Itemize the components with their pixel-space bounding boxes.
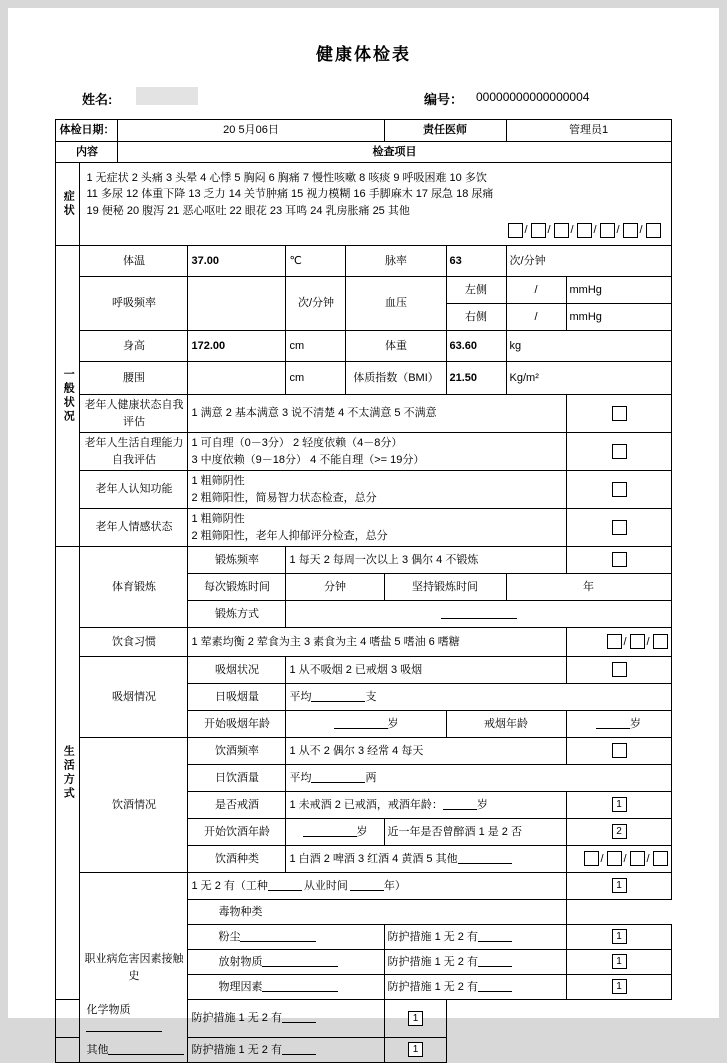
waist-label: 腰围	[80, 362, 188, 395]
occupation-other-name: 其他	[56, 1038, 188, 1063]
drunk-label: 近一年是否曾醉酒 1 是 2 否	[384, 819, 566, 846]
occupation-physical-box-cell	[566, 975, 671, 1000]
smoke-status-row	[56, 657, 671, 684]
drink-amount-label: 日饮酒量	[188, 765, 286, 792]
emotion-box-cell	[566, 509, 671, 547]
diet-box-2[interactable]	[630, 634, 645, 649]
drink-quit-box[interactable]: 1	[612, 797, 627, 812]
resp-label: 呼吸频率	[80, 277, 188, 331]
smoke-start-label: 开始吸烟年龄	[188, 711, 286, 738]
drink-kind-box-4[interactable]	[653, 851, 668, 866]
health-exam-form	[55, 119, 671, 1063]
section-head-row	[56, 141, 671, 163]
drunk-box[interactable]: 2	[612, 824, 627, 839]
pulse-unit: 次/分钟	[506, 246, 671, 277]
adl-box[interactable]	[612, 444, 627, 459]
temp-pulse-row	[56, 246, 671, 277]
occupation-radiation-protect: 防护措施 1 无 2 有	[384, 950, 566, 975]
occupation-box[interactable]: 1	[612, 878, 627, 893]
cognition-options	[188, 471, 566, 509]
occupation-box-cell	[566, 873, 671, 900]
drink-kind-checkbox-group: / / /	[566, 846, 671, 873]
symptom-box-2[interactable]	[531, 223, 546, 238]
weight-value[interactable]: 63.60	[446, 331, 506, 362]
diet-box-1[interactable]	[607, 634, 622, 649]
occupation-other-protect: 防护措施 1 无 2 有	[188, 1038, 384, 1063]
weight-label: 体重	[346, 331, 446, 362]
exam-date-label: 体检日期：	[56, 120, 118, 142]
drink-start-value[interactable]: 岁	[286, 819, 384, 846]
smoke-quit-label: 戒烟年龄	[446, 711, 566, 738]
drink-quit-options: 1 未戒酒 2 已戒酒，戒酒年龄： 岁	[286, 792, 566, 819]
occupation-chemical-name: 化学物质	[56, 1000, 188, 1038]
symptom-box-6[interactable]	[623, 223, 638, 238]
form-page	[8, 8, 719, 1056]
exam-date-row	[56, 120, 671, 142]
occupation-physical-name: 物理因素	[188, 975, 384, 1000]
doctor-value: 管理员1	[506, 120, 671, 142]
occupation-radiation-box-cell	[566, 950, 671, 975]
health-self-row	[56, 395, 671, 433]
occupation-dust-box[interactable]: 1	[612, 929, 627, 944]
occupation-row-chemical	[56, 1000, 671, 1038]
smoke-label: 吸烟情况	[80, 657, 188, 738]
occupation-head-row	[56, 873, 671, 900]
cognition-box-cell	[566, 471, 671, 509]
symptom-box-4[interactable]	[577, 223, 592, 238]
drink-freq-row	[56, 738, 671, 765]
exercise-freq-row	[56, 547, 671, 574]
occupation-radiation-box[interactable]: 1	[612, 954, 627, 969]
smoke-start-value[interactable]: 岁	[286, 711, 446, 738]
waist-value[interactable]	[188, 362, 286, 395]
cognition-option-line-2: 2 粗筛阳性，简易智力状态检查，总分	[191, 491, 377, 504]
adl-options	[188, 433, 566, 471]
drink-freq-box-cell	[566, 738, 671, 765]
temp-value[interactable]: 37.00	[188, 246, 286, 277]
smoke-status-box[interactable]	[612, 662, 627, 677]
drink-kind-options: 1 白酒 2 啤酒 3 红酒 4 黄酒 5 其他	[286, 846, 566, 873]
drink-kind-box-2[interactable]	[607, 851, 622, 866]
smoke-amount-prefix: 平均	[289, 690, 312, 703]
symptoms-line-3: 19 便秘 20 腹泻 21 恶心呕吐 22 眼花 23 耳鸣 24 乳房胀痛 25 其他	[86, 204, 410, 217]
occupation-other-box[interactable]: 1	[408, 1042, 423, 1057]
drink-quit-box-cell	[566, 792, 671, 819]
waist-bmi-row	[56, 362, 671, 395]
diet-row	[56, 628, 671, 657]
health-self-box[interactable]	[612, 406, 627, 421]
occupation-row-other	[56, 1038, 671, 1063]
resp-bp-left-row	[56, 277, 671, 304]
drink-quit-label: 是否戒酒	[188, 792, 286, 819]
occupation-physical-protect: 防护措施 1 无 2 有	[384, 975, 566, 1000]
adl-option-line-2: 3 中度依赖（9－18分） 4 不能自理（>= 19分）	[191, 453, 425, 466]
occupation-poison-label: 毒物种类	[188, 900, 566, 925]
exercise-freq-box[interactable]	[612, 552, 627, 567]
general-vertical-label: 一般状况	[56, 246, 80, 547]
emotion-options	[188, 509, 566, 547]
occupation-chemical-box-cell	[384, 1000, 446, 1038]
resp-unit: 次/分钟	[286, 277, 346, 331]
diet-label: 饮食习惯	[80, 628, 188, 657]
drink-start-label: 开始饮酒年龄	[188, 819, 286, 846]
bmi-unit: Kg/m²	[506, 362, 671, 395]
exercise-freq-label: 锻炼频率	[188, 547, 286, 574]
occupation-label: 职业病危害因素接触史	[80, 873, 188, 1063]
height-label: 身高	[80, 331, 188, 362]
cognition-option-line-1: 1 粗筛阴性	[191, 475, 245, 487]
temp-unit: ℃	[286, 246, 346, 277]
occupation-dust-name: 粉尘	[188, 925, 384, 950]
number-value: 00000000000000004	[476, 90, 590, 104]
name-redacted-value	[136, 87, 198, 105]
drink-kind-box-3[interactable]	[630, 851, 645, 866]
smoke-quit-value[interactable]: 岁	[566, 711, 671, 738]
exercise-time-unit[interactable]: 分钟	[286, 574, 384, 601]
smoke-status-box-cell	[566, 657, 671, 684]
cognition-box[interactable]	[612, 482, 627, 497]
temp-label: 体温	[80, 246, 188, 277]
occupation-other-box-cell	[384, 1038, 446, 1063]
resp-value[interactable]	[188, 277, 286, 331]
adl-box-cell	[566, 433, 671, 471]
number-label: 编号：	[424, 92, 464, 107]
drink-kind-label: 饮酒种类	[188, 846, 286, 873]
exercise-time-label: 每次锻炼时间	[188, 574, 286, 601]
occupation-dust-box-cell	[566, 925, 671, 950]
items-header: 检查项目	[118, 141, 671, 163]
smoke-amount-value[interactable]	[286, 684, 671, 711]
exercise-label: 体育锻炼	[80, 547, 188, 628]
emotion-option-line-2: 2 粗筛阳性，老年人抑郁评分检查，总分	[191, 529, 388, 542]
name-label: 姓名:	[82, 92, 113, 107]
pulse-value[interactable]: 63	[446, 246, 506, 277]
height-weight-row	[56, 331, 671, 362]
bp-label: 血压	[346, 277, 446, 331]
occupation-line-1: 1 无 2 有（工种 从业时间 年）	[188, 873, 566, 900]
exercise-freq-options: 1 每天 2 每周一次以上 3 偶尔 4 不锻炼	[286, 547, 566, 574]
emotion-box[interactable]	[612, 520, 627, 535]
symptoms-checkbox-group: / / / / / /	[86, 222, 664, 239]
symptoms-line-1: 1 无症状 2 头痛 3 头晕 4 心悸 5 胸闷 6 胸痛 7 慢性咳嗽 8 咳痰 9 呼吸困难 10 多饮	[86, 171, 487, 184]
smoke-amount-unit: 支	[365, 690, 377, 703]
doctor-label: 责任医师	[384, 120, 506, 142]
emotion-label: 老年人情感状态	[80, 509, 188, 547]
symptoms-content	[80, 163, 671, 246]
adl-label: 老年人生活自理能力自我评估	[80, 433, 188, 471]
waist-unit: cm	[286, 362, 346, 395]
bp-right-value[interactable]: /	[506, 304, 566, 331]
diet-options: 1 荤素均衡 2 荤食为主 3 素食为主 4 嗜盐 5 嗜油 6 嗜糖	[188, 628, 566, 657]
occupation-radiation-name: 放射物质	[188, 950, 384, 975]
name-line	[8, 87, 719, 109]
symptoms-vertical-label: 症状	[56, 163, 80, 246]
smoke-status-label: 吸烟状况	[188, 657, 286, 684]
exercise-way-value[interactable]	[286, 601, 671, 628]
smoke-status-options: 1 从不吸烟 2 已戒烟 3 吸烟	[286, 657, 566, 684]
lifestyle-vertical-label: 生活方式	[56, 547, 80, 1000]
exam-date-value[interactable]: 20 5月06日	[118, 120, 384, 142]
symptoms-row	[56, 163, 671, 246]
bmi-value[interactable]: 21.50	[446, 362, 506, 395]
symptom-box-5[interactable]	[600, 223, 615, 238]
exercise-keep-label: 坚持锻炼时间	[384, 574, 506, 601]
diet-box-3[interactable]	[653, 634, 668, 649]
symptom-box-1[interactable]	[508, 223, 523, 238]
occupation-dust-protect: 防护措施 1 无 2 有	[384, 925, 566, 950]
adl-row	[56, 433, 671, 471]
occupation-chemical-box[interactable]: 1	[408, 1011, 423, 1026]
content-header: 内容	[56, 141, 118, 163]
cognition-label: 老年人认知功能	[80, 471, 188, 509]
page-title: 健康体检表	[316, 45, 411, 64]
symptoms-line-2: 11 多尿 12 体重下降 13 乏力 14 关节肿痛 15 视力模糊 16 手脚麻木 17 尿急 18 尿痛	[86, 188, 494, 200]
symptom-box-3[interactable]	[554, 223, 569, 238]
symptom-box-7[interactable]	[646, 223, 661, 238]
smoke-amount-label: 日吸烟量	[188, 684, 286, 711]
adl-option-line-1: 1 可自理（0－3分） 2 轻度依赖（4－8分）	[191, 437, 403, 449]
drink-label: 饮酒情况	[80, 738, 188, 873]
occupation-physical-box[interactable]: 1	[612, 979, 627, 994]
drink-freq-box[interactable]	[612, 743, 627, 758]
bp-right-label: 右侧	[446, 304, 506, 331]
emotion-row	[56, 509, 671, 547]
health-self-label: 老年人健康状态自我评估	[80, 395, 188, 433]
occupation-chemical-protect: 防护措施 1 无 2 有	[188, 1000, 384, 1038]
drink-freq-label: 饮酒频率	[188, 738, 286, 765]
exercise-way-label: 锻炼方式	[188, 601, 286, 628]
health-self-options: 1 满意 2 基本满意 3 说不清楚 4 不太满意 5 不满意	[188, 395, 566, 433]
bp-left-unit: mmHg	[566, 277, 671, 304]
bp-left-label: 左侧	[446, 277, 506, 304]
bmi-label: 体质指数（BMI）	[346, 362, 446, 395]
occupation-poison-spacer	[566, 900, 671, 925]
pulse-label: 脉率	[346, 246, 446, 277]
weight-unit: kg	[506, 331, 671, 362]
exercise-keep-unit[interactable]: 年	[506, 574, 671, 601]
drink-kind-box-1[interactable]	[584, 851, 599, 866]
height-unit: cm	[286, 331, 346, 362]
exercise-freq-box-cell	[566, 547, 671, 574]
emotion-option-line-1: 1 粗筛阴性	[191, 513, 245, 525]
health-self-box-cell	[566, 395, 671, 433]
drink-amount-prefix: 平均	[289, 771, 312, 784]
drink-amount-value[interactable]	[286, 765, 671, 792]
drink-amount-unit: 两	[365, 771, 377, 784]
cognition-row	[56, 471, 671, 509]
height-value[interactable]: 172.00	[188, 331, 286, 362]
diet-checkbox-group: / /	[566, 628, 671, 657]
bp-right-unit: mmHg	[566, 304, 671, 331]
drink-freq-options: 1 从不 2 偶尔 3 经常 4 每天	[286, 738, 566, 765]
bp-left-value[interactable]: /	[506, 277, 566, 304]
drunk-box-cell	[566, 819, 671, 846]
